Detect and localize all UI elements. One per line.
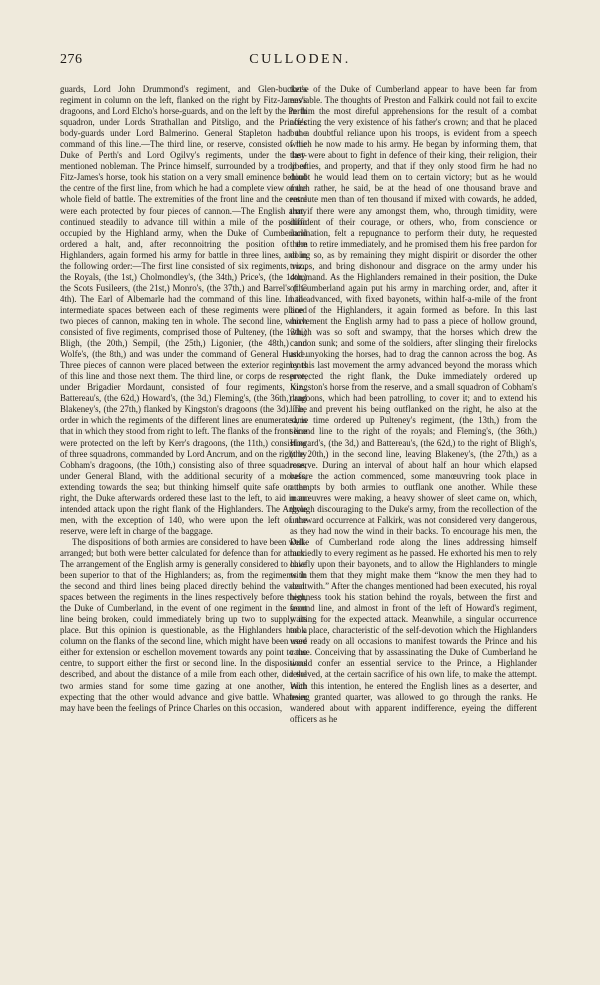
right-paragraph-1: those of the Duke of Cumberland appear to have been far from enviable. The thoughts of Preston and Falkirk could not fail to excite in him the most direful apprehensions for the result of a combat affecting the very existence of his father's crown; and that he placed but a doubtful reliance upon his troops, is evident from a speech which he now made to his army. He began by informing them, that they were about to fight in defence of their king, their religion, their liberties, and property, and that if they only stood firm he had no doubt he would lead them on to certain victory; but as he would much rather, he said, be at the head of one thousand brave and resolute men than of ten thousand if mixed with cowards, he added, that if there were any amongst them, who, through timidity, were diffident of their courage, or others, who, from conscience or inclination, felt a repugnance to perform their duty, he requested them to retire immediately, and he promised them his free pardon for doing so, as by remaining they might dispirit or disorder the other troops, and bring dishonour and disgrace on the army under his command. As the Highlanders remained in their position, the Duke of Cumberland again put his army in marching order, and, after it had advanced, with fixed bayonets, within half-a-mile of the front line of the Highlanders, it again formed as before. In this last movement the English army had to pass a piece of hollow ground, which was so soft and swampy, that the horses which drew the cannon sunk; and some of the soldiers, after slinging their firelocks and unyoking the horses, had to drag the cannon across the bog. As by this last movement the army advanced beyond the morass which protected the right flank, the Duke immediately ordered up Kingston's horse from the reserve, and a small squadron of Cobham's dragoons, which had been patrolling, to cover it; and to extend his line, and prevent his being outflanked on the right, he also at the same time ordered up Pulteney's regiment, (the 13th,) from the second line to the right of the royals; and Fleming's, (the 36th,) Howard's, (the 3d,) and Battereau's, (the 62d,) to the right of Bligh's, (the 20th,) in the second line, leaving Blakeney's, (the 27th,) as a reserve. During an interval of about half an hour which elapsed before the action commenced, some manœuvring took place in attempts by both armies to outflank one another. While these manœuvres were making, a heavy shower of sleet came on, which, though discouraging to the Duke's army, from the recollection of the untoward occurrence at Falkirk, was not considered very dangerous, as they had now the wind in their backs. To encourage his men, the Duke of Cumberland rode along the lines addressing himself hurriedly to every regiment as he passed. He exhorted his men to rely chiefly upon their bayonets, and to allow the Highlanders to mingle with them that they might make them “know the men they had to deal with.” After the changes mentioned had been executed, his royal highness took his station behind the royals, between the first and second line, and almost in front of the left of Howard's regiment, waiting for the expected attack. Meanwhile, a singular occurrence took place, characteristic of the self-devotion which the Highlanders were ready on all occasions to manifest towards the Prince and his cause. Conceiving that by assassinating the Duke of Cumberland he would confer an essential service to the Prince, a Highlander resolved, at the certain sacrifice of his own life, to make the attempt. With this intention, he entered the English lines as a deserter, and being granted quarter, was allowed to go through the ranks. He wandered about with apparent indifference, eyeing the different officers as he: [290, 84, 537, 724]
page-number: 276: [60, 52, 83, 67]
right-column: [290, 84, 537, 725]
running-title: CULLODEN.: [249, 52, 351, 67]
left-paragraph-2: The dispositions of both armies are considered to have been well-arranged; but both were better calculated for defence than for attack. The arrangement of the English army is generally considered to have been superior to that of the Highlanders; as, from the regiments in the second and third lines being placed directly behind the vacant spaces between the regiments in the lines respectively before them, the Duke of Cumberland, in the event of one regiment in the front line being broken, could immediately bring up two to supply its place. But this opinion is questionable, as the Highlanders had a column on the flanks of the second line, which might have been used either for extension or eschellon movement towards any point to the centre, to support either the first or second line. In the dispositions described, and about the distance of a mile from each other, did the two armies stand for some time gazing at one another, each expecting that the other would advance and give battle. Whatever may have been the feelings of Prince Charles on this occasion,: [60, 536, 307, 713]
page-header: [60, 52, 540, 74]
left-paragraph-1: guards, Lord John Drummond's regiment, and Glen-bucket's regiment in column on the left, flanked on the right by Fitz-James's dragoons, and Lord Elcho's horse-guards, and on the left by the Perth squadron, under Lords Strathallan and Pitsligo, and the Prince's body-guards under Lord Balmerino. General Stapleton had the command of this line.—The third line, or reserve, consisted of the Duke of Perth's and Lord Ogilvy's regiments, under the last-mentioned nobleman. The Prince himself, surrounded by a troop of Fitz-James's horse, took his station on a very small eminence behind the centre of the first line, from which he had a complete view of the whole field of battle. The extremities of the front line and the centre were each protected by four pieces of cannon.—The English army continued steadily to advance till within a mile of the position occupied by the Highland army, when the Duke of Cumberland ordered a halt, and, after reconnoitring the position of the Highlanders, again formed his army for battle in three lines, and in the following order:—The first line consisted of six regiments, viz., the Royals, (the 1st,) Cholmondley's, (the 34th,) Price's, (the 14th,) the Scots Fusileers, (the 21st,) Monro's, (the 37th,) and Barrel's (the 4th). The Earl of Albemarle had the command of this line. In the intermediate spaces between each of these regiments were placed two pieces of cannon, making ten in whole. The second line, which consisted of five regiments, comprised those of Pulteney, (the 13th,) Bligh, (the 20th,) Sempil, (the 25th,) Ligonier, (the 48th,) and Wolfe's, (the 8th,) and was under the command of General Huske. Three pieces of cannon were placed between the exterior regiments of this line and those next them. The third line, or corps de reserve, under Brigadier Mordaunt, consisted of four regiments, viz., Battereau's, (the 62d,) Howard's, (the 3d,) Fleming's, (the 36th,) and Blakeney's, (the 27th,) flanked by Kingston's dragoons (the 3d). The order in which the regiments of the different lines are enumerated, is that in which they stood from right to left. The flanks of the front line were protected on the left by Kerr's dragoons, (the 11th,) consisting of three squadrons, commanded by Lord Ancrum, and on the right by Cobham's dragoons, (the 10th,) consisting also of three squadrons, under General Bland, with the additional security of a morass, extending towards the sea; but thinking himself quite safe on the right, the Duke afterwards ordered these last to the left, to aid in an intended attack upon the right flank of the Highlanders. The Argyle men, with the exception of 140, who were upon the left of the reserve, were left in charge of the baggage.: [60, 84, 307, 536]
left-column: [60, 84, 307, 714]
